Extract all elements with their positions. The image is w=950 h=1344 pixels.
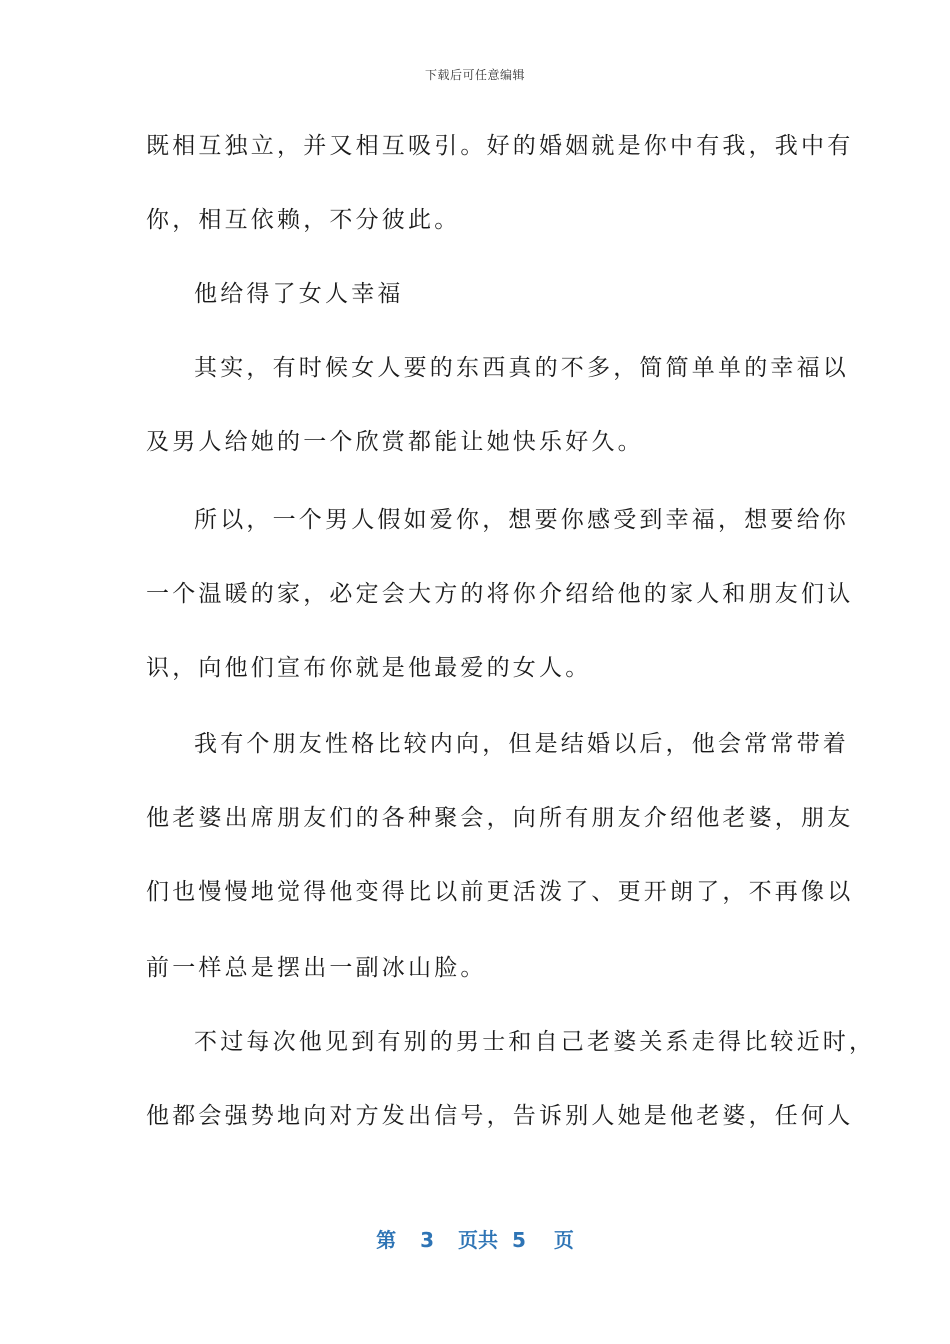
text-line: 你，相互依赖，不分彼此。: [146, 207, 461, 233]
page-footer: [0, 1224, 950, 1253]
footer-label-end: 页: [553, 1228, 574, 1252]
text-line: 所以，一个男人假如爱你，想要你感受到幸福，想要给你: [194, 507, 849, 533]
text-line: 我有个朋友性格比较内向，但是结婚以后，他会常常带着: [194, 731, 849, 757]
section-heading: 他给得了女人幸福: [194, 281, 404, 307]
footer-total-pages: 5: [512, 1228, 526, 1252]
text-line: 其实，有时候女人要的东西真的不多，简简单单的幸福以: [194, 355, 849, 381]
text-line: 们也慢慢地觉得他变得比以前更活泼了、更开朗了，不再像以: [146, 879, 854, 905]
text-line: 他老婆出席朋友们的各种聚会，向所有朋友介绍他老婆，朋友: [146, 805, 854, 831]
text-line: 既相互独立，并又相互吸引。好的婚姻就是你中有我，我中有: [146, 133, 854, 159]
text-line: 不过每次他见到有别的男士和自己老婆关系走得比较近时，: [194, 1029, 876, 1055]
text-line: 他都会强势地向对方发出信号，告诉别人她是他老婆，任何人: [146, 1103, 854, 1129]
text-line: 识，向他们宣布你就是他最爱的女人。: [146, 655, 592, 681]
footer-current-page: 3: [420, 1228, 434, 1252]
text-line: 前一样总是摆出一副冰山脸。: [146, 955, 487, 981]
footer-label-page: 第: [376, 1228, 397, 1252]
text-line: 一个温暖的家，必定会大方的将你介绍给他的家人和朋友们认: [146, 581, 854, 607]
page-header: 下载后可任意编辑: [424, 68, 525, 82]
text-line: 及男人给她的一个欣赏都能让她快乐好久。: [146, 429, 644, 455]
footer-label-of: 页共: [458, 1228, 498, 1252]
